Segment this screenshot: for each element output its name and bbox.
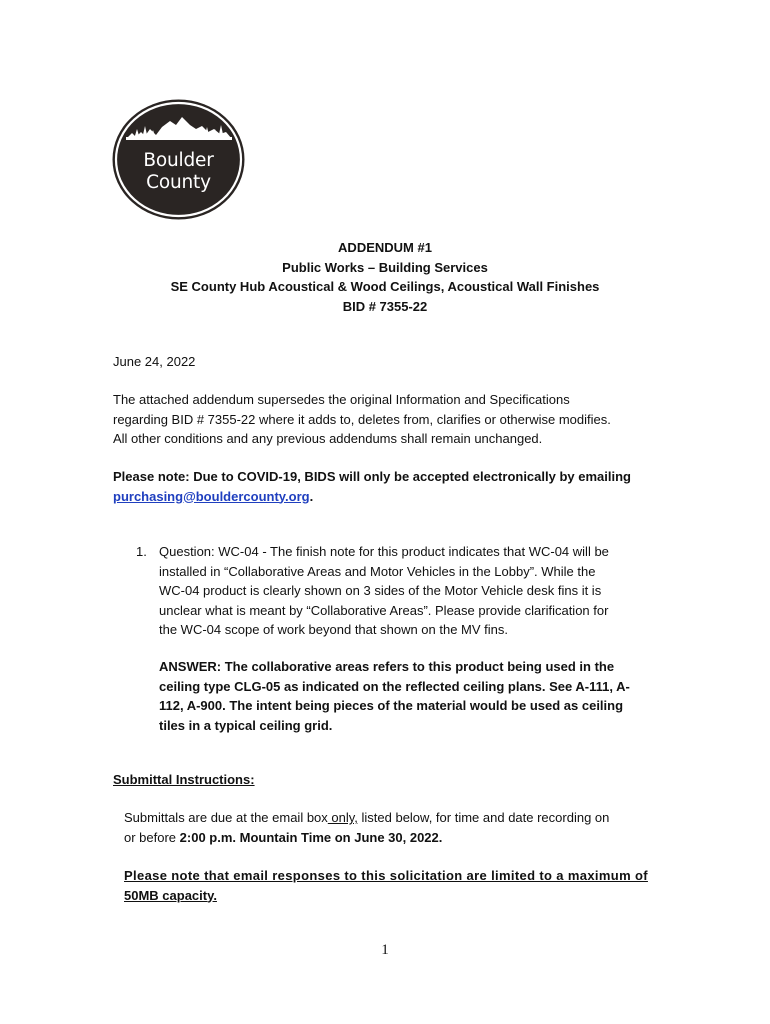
answer-text: [159, 657, 659, 735]
logo-text-county: County: [146, 172, 211, 193]
submittal-deadline: 2:00 p.m. Mountain Time on June 30, 2022.: [179, 829, 443, 845]
question-line: installed in “Collaborative Areas and Motor Vehicles in the Lobby”. While the: [159, 563, 596, 579]
heading-title: ADDENDUM #1: [338, 240, 432, 255]
submittal-only: only,: [327, 810, 358, 825]
intro-line: All other conditions and any previous addendums shall remain unchanged.: [113, 431, 543, 446]
submittal-paragraph: [124, 808, 664, 847]
addendum-heading: [0, 238, 770, 316]
page-number: 1: [381, 942, 389, 958]
email-capacity-line: 50MB capacity.: [124, 887, 217, 903]
answer-line: tiles in a typical ceiling grid.: [159, 717, 333, 733]
question-line: WC-04 product is clearly shown on 3 sides of the Motor Vehicle desk fins it is: [159, 583, 602, 598]
document-date: June 24, 2022: [113, 354, 196, 369]
intro-line: The attached addendum supersedes the original Information and Specifications: [113, 392, 570, 407]
covid-note: [113, 467, 658, 506]
submittal-text: listed below, for time and date recording on: [357, 810, 610, 825]
submittal-text: or before: [124, 829, 180, 845]
answer-line: ANSWER: The collaborative areas refers to this product being used in the: [159, 659, 615, 674]
heading-department: Public Works – Building Services: [282, 259, 488, 275]
answer-line: ceiling type CLG-05 as indicated on the reflected ceiling plans. See A-111, A-: [159, 678, 630, 694]
answer-line: 112, A-900. The intent being pieces of the material would be used as ceiling: [159, 698, 624, 713]
heading-project: SE County Hub Acoustical & Wood Ceilings, Acoustical Wall Finishes: [170, 279, 600, 294]
question-text: [159, 542, 659, 640]
email-capacity-note: [124, 866, 664, 905]
question-line: Question: WC-04 - The finish note for this product indicates that WC-04 will be: [159, 544, 609, 559]
logo-text-boulder: Boulder: [143, 150, 214, 171]
heading-bid-number: BID # 7355-22: [342, 298, 428, 314]
question-number: 1.: [136, 544, 147, 559]
note-period: .: [309, 488, 314, 504]
boulder-county-logo: [112, 99, 245, 220]
intro-paragraph: [113, 390, 658, 449]
purchasing-email-link[interactable]: purchasing@bouldercounty.org: [113, 488, 310, 504]
submittal-text: Submittals are due at the email box: [124, 810, 328, 825]
submittal-instructions-heading: Submittal Instructions:: [113, 772, 255, 787]
covid-note-line: Please note: Due to COVID-19, BIDS will only be accepted electronically by emailing: [113, 469, 631, 484]
intro-line: regarding BID # 7355-22 where it adds to, deletes from, clarifies or otherwise modifies.: [113, 411, 611, 427]
email-capacity-line: Please note that email responses to this solicitation are limited to a maximum of: [124, 868, 648, 883]
question-line: the WC-04 scope of work beyond that shown on the MV fins.: [159, 622, 509, 637]
question-line: unclear what is meant by “Collaborative Areas”. Please provide clarification for: [159, 602, 609, 618]
